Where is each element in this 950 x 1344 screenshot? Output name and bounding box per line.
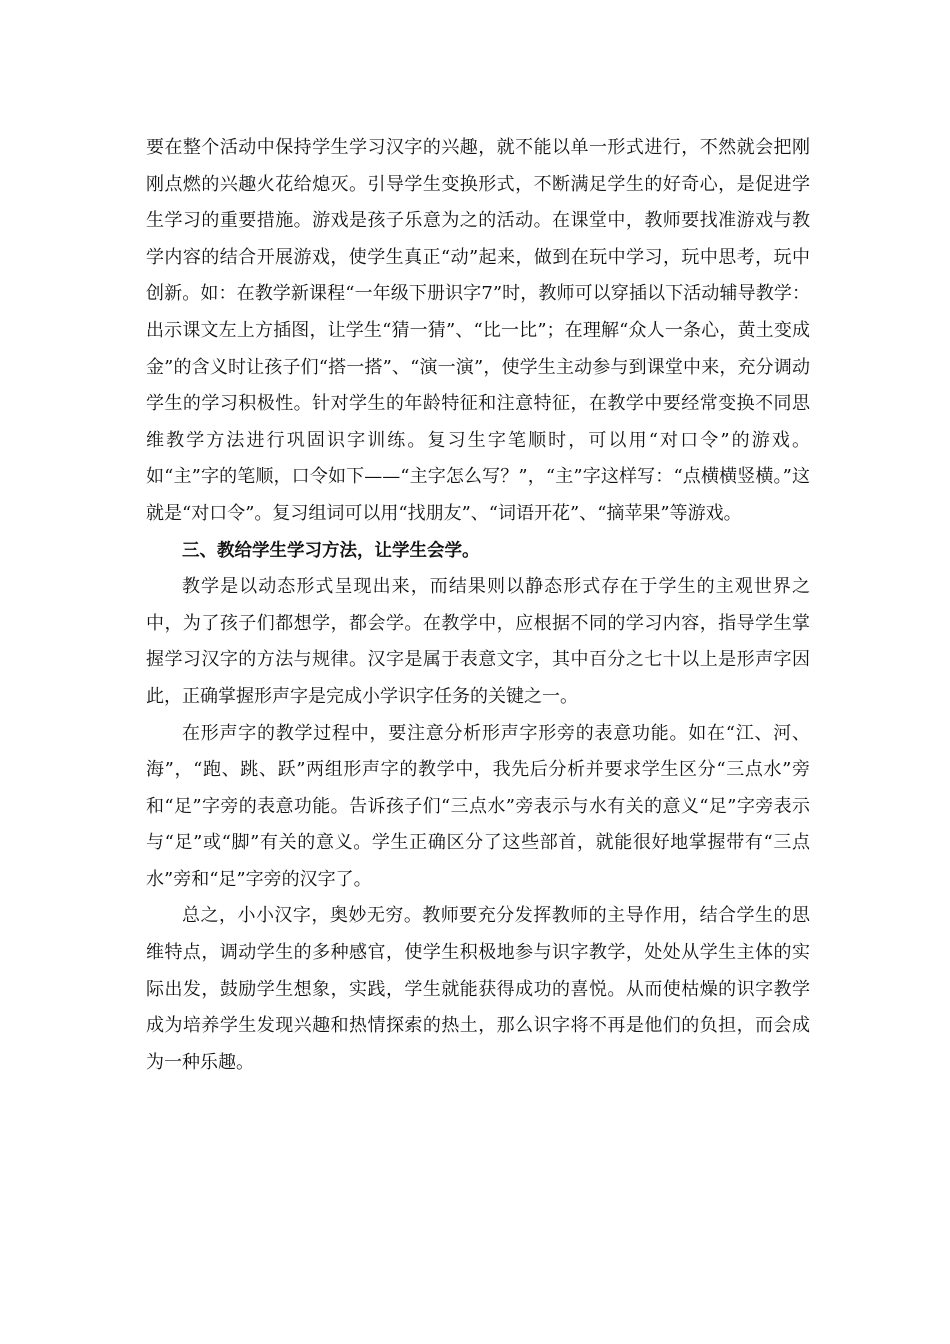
document-page — [146, 130, 810, 1081]
paragraph-conclusion: 总之，小小汉字，奥妙无穷。教师要充分发挥教师的主导作用，结合学生的思维特点，调动学生的多种感官，使学生积极地参与识字教学，处处从学生主体的实际出发，鼓励学生想象，实践，学生就能获得成功的喜悦。从而使枯燥的识字教学成为培养学生发现兴趣和热情探索的热土，那么识字将不再是他们的负担，而会成为一种乐趣。 — [146, 905, 810, 1073]
paragraph-methods: 教学是以动态形式呈现出来，而结果则以静态形式存在于学生的主观世界之中，为了孩子们都想学，都会学。在教学中，应根据不同的学习内容，指导学生掌握学习汉字的方法与规律。汉字是属于表意文字，其中百分之七十以上是形声字因此，正确掌握形声字是完成小学识字任务的关键之一。 — [146, 576, 810, 707]
paragraph-games: 要在整个活动中保持学生学习汉字的兴趣，就不能以单一形式进行，不然就会把刚刚点燃的兴趣火花给熄灭。引导学生变换形式，不断满足学生的好奇心，是促进学生学习的重要措施。游戏是孩子乐意为之的活动。在课堂中，教师要找准游戏与教学内容的结合开展游戏，使学生真正“动”起来，做到在玩中学习，玩中思考，玩中创新。如：在教学新课程“一年级下册识字7”时，教师可以穿插以下活动辅导教学：出示课文左上方插图，让学生“猜一猜”、“比一比”；在理解“众人一条心，黄土变成金”的含义时让孩子们“搭一搭”、“演一演”，使学生主动参与到课堂中来，充分调动学生的学习积极性。针对学生的年龄特征和注意特征，在教学中要经常变换不同思维教学方法进行巩固识字训练。复习生字笔顺时，可以用“对口令”的游戏。如“主”字的笔顺，口令如下——“主字怎么写？”，“主”字这样写：“点横横竖横。”这就是“对口令”。复习组词可以用“找朋友”、“词语开花”、“摘苹果”等游戏。 — [146, 137, 810, 524]
paragraph-phonetic-radicals: 在形声字的教学过程中，要注意分析形声字形旁的表意功能。如在“江、河、海”，“跑、跳、跃”两组形声字的教学中，我先后分析并要求学生区分“三点水”旁和“足”字旁的表意功能。告诉孩子们“三点水”旁表示与水有关的意义“足”字旁表示与“足”或“脚”有关的意义。学生正确区分了这些部首，就能很好地掌握带有“三点水”旁和“足”字旁的汉字了。 — [146, 722, 810, 890]
section-heading-3: 三、教给学生学习方法，让学生会学。 — [182, 540, 480, 561]
